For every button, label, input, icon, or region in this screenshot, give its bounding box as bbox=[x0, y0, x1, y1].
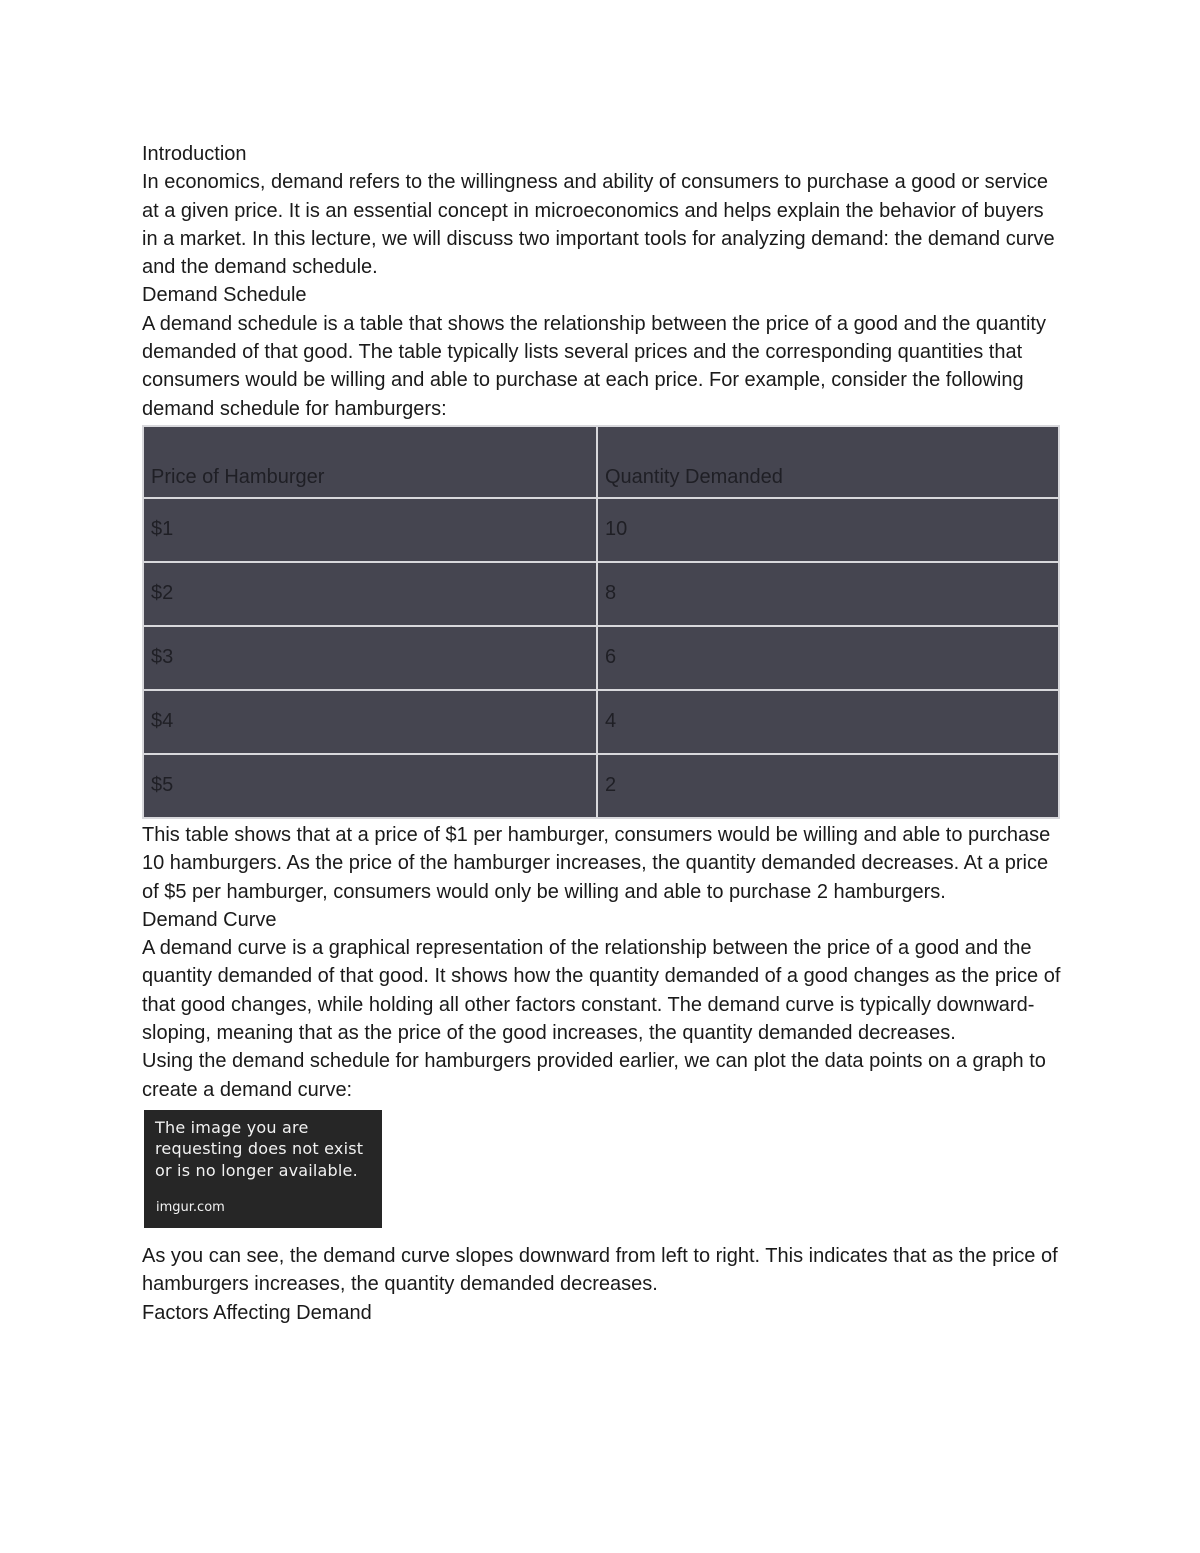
table-row bbox=[143, 562, 1059, 626]
demand-schedule-paragraph: A demand schedule is a table that shows the relationship between the price of a good and the quantity demanded of that good. The table typically lists several prices and the corresponding quantities that consumers would be willing and able to purchase at each price. For example, consider the following demand schedule for hamburgers: bbox=[142, 312, 1046, 420]
table-cell-quantity: 8 bbox=[597, 562, 1059, 626]
demand-curve-heading: Demand Curve bbox=[142, 908, 277, 931]
table-cell-quantity: 4 bbox=[597, 690, 1059, 754]
missing-image-source: imgur.com bbox=[156, 1199, 225, 1215]
table-explanation-paragraph: This table shows that at a price of $1 per hamburger, consumers would be willing and able to purchase 10 hamburgers. As the price of the hamburger increases, the quantity demanded decreases. At a price of $5 per hamburger, consumers would only be willing and able to purchase 2 hamburgers. bbox=[142, 823, 1051, 903]
table-row bbox=[143, 626, 1059, 690]
table-cell-quantity: 10 bbox=[597, 498, 1059, 562]
table-row bbox=[143, 498, 1059, 562]
table-cell-quantity: 2 bbox=[597, 754, 1059, 818]
intro-heading: Introduction bbox=[142, 143, 247, 165]
demand-schedule-heading: Demand Schedule bbox=[142, 284, 307, 307]
factors-heading: Factors Affecting Demand bbox=[142, 1301, 372, 1324]
table-cell-price: $5 bbox=[143, 754, 597, 818]
demand-curve-paragraph: A demand curve is a graphical representation of the relationship between the price of a good and the quantity demanded of that good. It shows how the quantity demanded of a good changes as the price of that good changes, while holding all other factors constant. The demand curve is typically downward-sloping, meaning that as the price of the good increases, the quantity demanded decreases. bbox=[142, 937, 1061, 1045]
demand-schedule-table bbox=[142, 425, 1060, 819]
missing-image-message: The image you are requesting does not exist or is no longer available. bbox=[155, 1117, 364, 1180]
table-cell-price: $3 bbox=[143, 626, 597, 690]
table-header-row bbox=[143, 426, 1059, 498]
table-row bbox=[143, 690, 1059, 754]
demand-curve-plot-intro: Using the demand schedule for hamburgers provided earlier, we can plot the data points on a graph to create a demand curve: bbox=[142, 1050, 1046, 1101]
table-header-price: Price of Hamburger bbox=[143, 426, 597, 498]
table-row bbox=[143, 754, 1059, 818]
table-header-quantity: Quantity Demanded bbox=[597, 426, 1059, 498]
table-cell-price: $4 bbox=[143, 690, 597, 754]
missing-image-placeholder bbox=[144, 1110, 382, 1228]
table-cell-price: $1 bbox=[143, 498, 597, 562]
document-body bbox=[142, 140, 1062, 1327]
intro-paragraph: In economics, demand refers to the willingness and ability of consumers to purchase a good or service at a given price. It is an essential concept in microeconomics and helps explain the behavior of buyers in a market. In this lecture, we will discuss two important tools for analyzing demand: the demand curve and the demand schedule. bbox=[142, 171, 1055, 279]
demand-curve-conclusion: As you can see, the demand curve slopes downward from left to right. This indicates that as the price of hamburgers increases, the quantity demanded decreases. bbox=[142, 1244, 1058, 1296]
table-cell-quantity: 6 bbox=[597, 626, 1059, 690]
table-cell-price: $2 bbox=[143, 562, 597, 626]
